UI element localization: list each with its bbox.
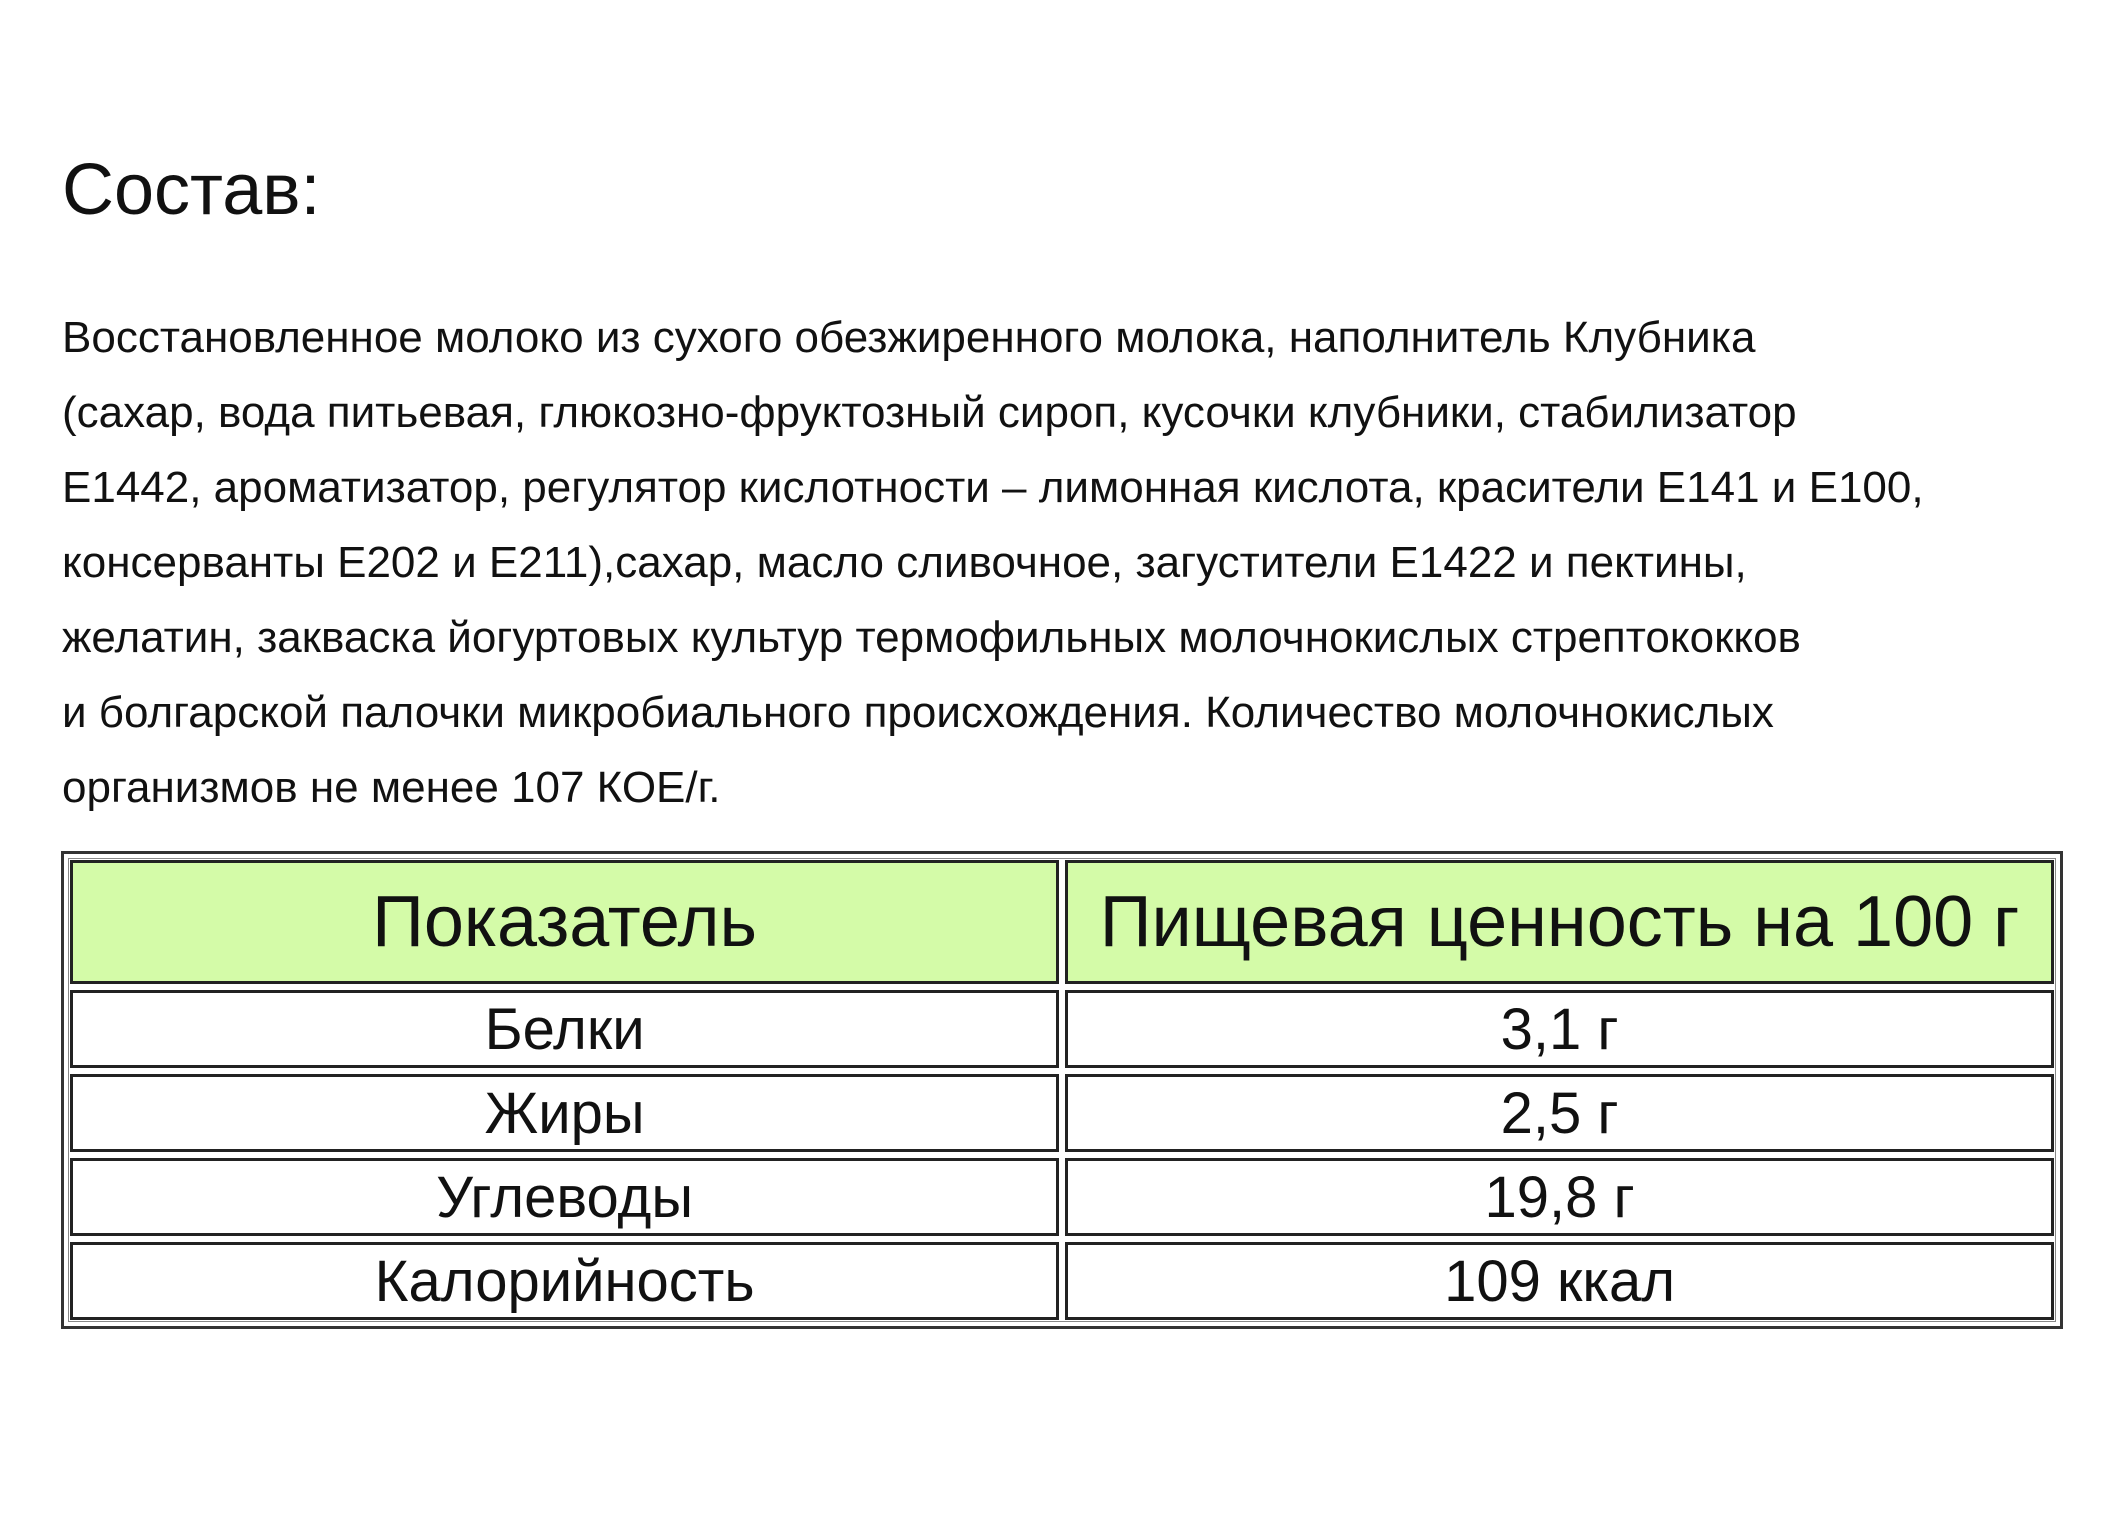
composition-line: Е1442, ароматизатор, регулятор кислотности – лимонная кислота, красители Е141 и Е100, (62, 463, 1924, 512)
row-value: 19,8 г (1065, 1158, 2054, 1236)
table-header-row (70, 860, 2054, 984)
table-row (70, 1242, 2054, 1320)
composition-line: желатин, закваска йогуртовых культур термофильных молочнокислых стрептококков (62, 613, 1801, 662)
header-nutrition-value: Пищевая ценность на 100 г (1065, 860, 2054, 984)
row-label: Белки (70, 990, 1059, 1068)
row-label: Жиры (70, 1074, 1059, 1152)
composition-line: (сахар, вода питьевая, глюкозно-фруктозный сироп, кусочки клубники, стабилизатор (62, 388, 1797, 437)
header-indicator: Показатель (70, 860, 1059, 984)
composition-text (62, 300, 2102, 825)
row-value: 2,5 г (1065, 1074, 2054, 1152)
composition-line: Восстановленное молоко из сухого обезжиренного молока, наполнитель Клубника (62, 313, 1756, 362)
row-value: 3,1 г (1065, 990, 2054, 1068)
table-row (70, 1158, 2054, 1236)
table-row (70, 1074, 2054, 1152)
composition-line: и болгарской палочки микробиального происхождения. Количество молочнокислых (62, 688, 1774, 737)
composition-line: консерванты Е202 и Е211),сахар, масло сливочное, загустители Е1422 и пектины, (62, 538, 1747, 587)
composition-line: организмов не менее 107 КОЕ/г. (62, 763, 721, 812)
nutrition-table (61, 851, 2063, 1329)
row-value: 109 ккал (1065, 1242, 2054, 1320)
composition-heading: Состав: (62, 150, 321, 230)
row-label: Углеводы (70, 1158, 1059, 1236)
row-label: Калорийность (70, 1242, 1059, 1320)
table-row (70, 990, 2054, 1068)
